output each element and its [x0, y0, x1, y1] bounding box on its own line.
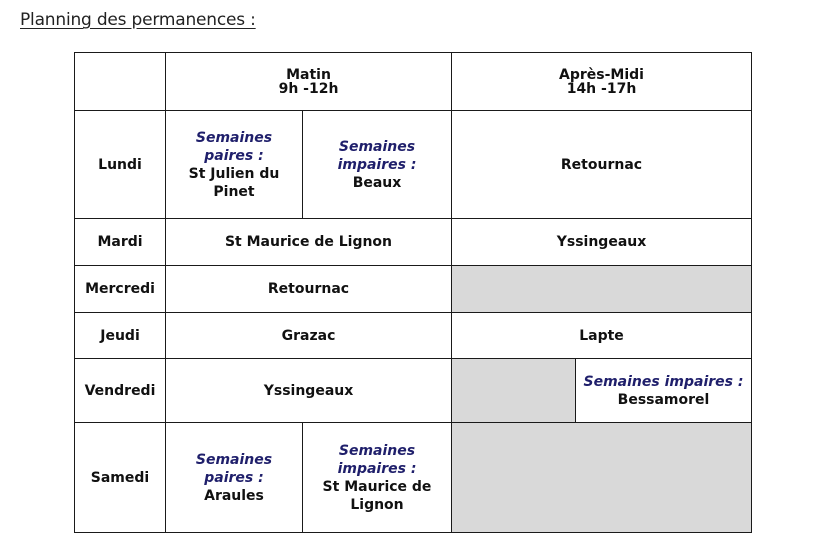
lundi-even-weeks-note: Semaines paires : [195, 129, 273, 164]
day-cell-mardi: Mardi [75, 219, 166, 266]
mardi-morning-cell: St Maurice de Lignon [166, 219, 452, 266]
samedi-odd-weeks-place: St Maurice de Lignon [322, 478, 432, 513]
row-lundi [75, 111, 752, 219]
vendredi-morning-cell: Yssingeaux [166, 359, 452, 423]
vendredi-afternoon-odd-cell [576, 359, 752, 423]
samedi-odd-weeks-note: Semaines impaires : [337, 442, 417, 477]
vendredi-odd-weeks-note: Semaines impaires : [583, 373, 744, 390]
samedi-even-weeks-note: Semaines paires : [195, 451, 273, 486]
page-title: Planning des permanences : [20, 10, 256, 30]
vendredi-odd-weeks-place: Bessamorel [617, 391, 710, 408]
mardi-afternoon-cell: Yssingeaux [452, 219, 752, 266]
row-jeudi [75, 313, 752, 359]
header-morning-hours: 9h -12h [278, 80, 339, 97]
row-vendredi [75, 359, 752, 423]
samedi-afternoon-empty-cell [452, 423, 752, 533]
lundi-afternoon-cell: Retournac [452, 111, 752, 219]
header-afternoon-cell [452, 53, 752, 111]
row-samedi [75, 423, 752, 533]
lundi-odd-weeks-note: Semaines impaires : [337, 138, 417, 173]
row-mardi [75, 219, 752, 266]
samedi-even-weeks-place: Araules [204, 487, 264, 504]
header-corner-cell [75, 53, 166, 111]
day-cell-mercredi: Mercredi [75, 266, 166, 313]
lundi-morning-odd-cell [303, 111, 452, 219]
day-cell-vendredi: Vendredi [75, 359, 166, 423]
row-mercredi [75, 266, 752, 313]
header-morning-label: Matin [286, 66, 331, 83]
header-morning-cell [166, 53, 452, 111]
jeudi-afternoon-cell: Lapte [452, 313, 752, 359]
lundi-even-weeks-place: St Julien du Pinet [188, 165, 280, 200]
mercredi-afternoon-empty-cell [452, 266, 752, 313]
vendredi-afternoon-empty-cell [452, 359, 576, 423]
day-cell-jeudi: Jeudi [75, 313, 166, 359]
lundi-odd-weeks-place: Beaux [352, 174, 402, 191]
mercredi-morning-cell: Retournac [166, 266, 452, 313]
day-cell-samedi: Samedi [75, 423, 166, 533]
day-cell-lundi: Lundi [75, 111, 166, 219]
header-row [75, 53, 752, 111]
header-afternoon-hours: 14h -17h [566, 80, 637, 97]
schedule-table [74, 52, 752, 533]
header-afternoon-label: Après-Midi [559, 66, 644, 83]
jeudi-morning-cell: Grazac [166, 313, 452, 359]
lundi-morning-even-cell [166, 111, 303, 219]
samedi-morning-even-cell [166, 423, 303, 533]
samedi-morning-odd-cell [303, 423, 452, 533]
